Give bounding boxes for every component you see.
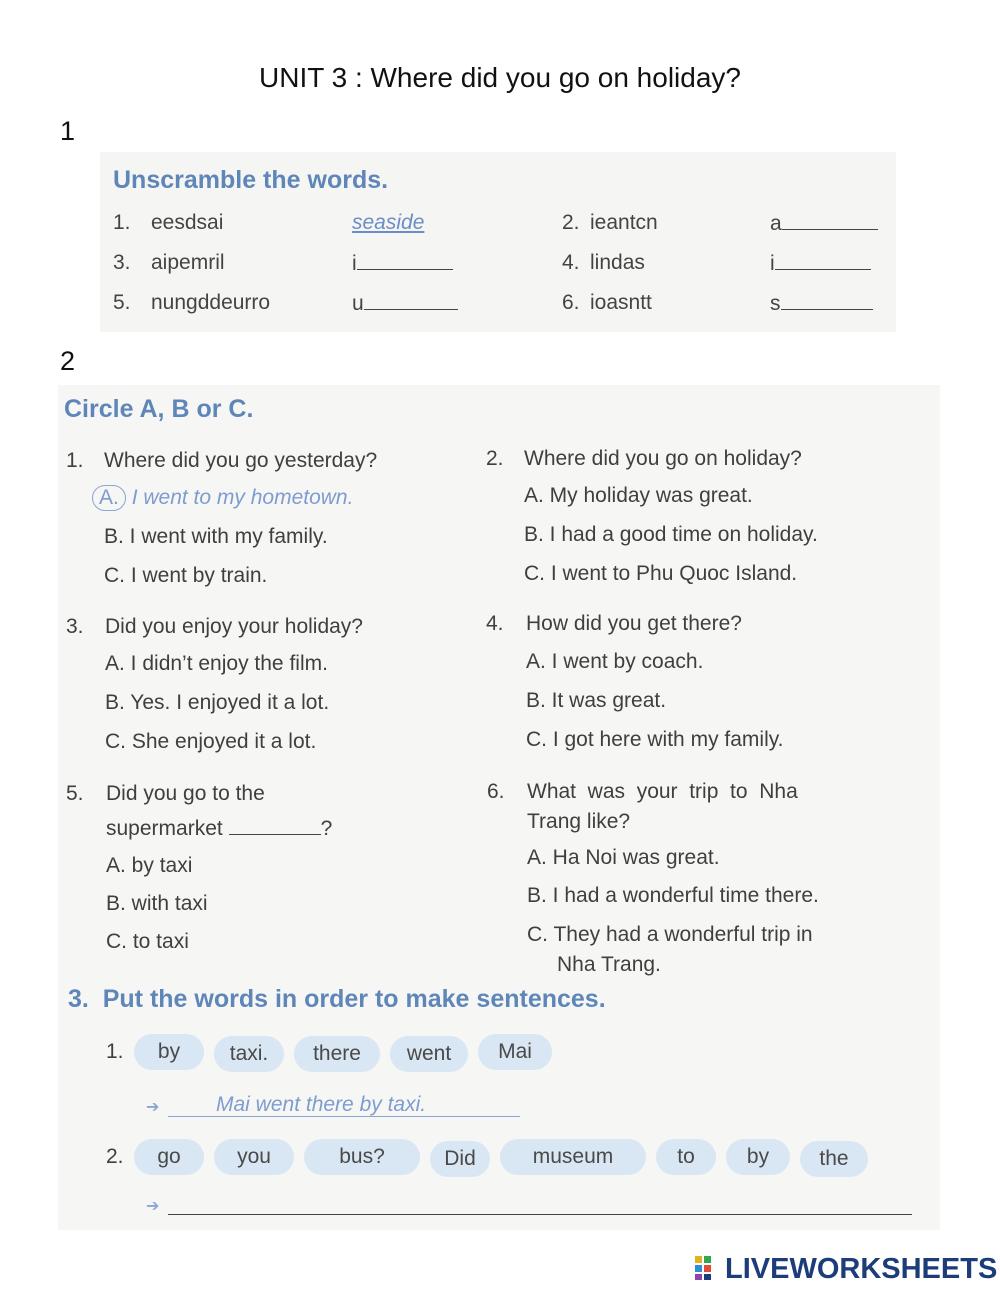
answer-line-2[interactable] bbox=[168, 1214, 912, 1215]
option-4c[interactable]: C. I got here with my family. bbox=[526, 728, 784, 751]
circled-letter: A. bbox=[92, 485, 126, 511]
word-chip[interactable]: taxi. bbox=[214, 1036, 284, 1072]
answer-field-5[interactable]: u bbox=[352, 291, 458, 316]
option-4b[interactable]: B. It was great. bbox=[526, 689, 667, 712]
option-1c[interactable]: C. I went by train. bbox=[104, 564, 268, 587]
question-number: 1. bbox=[66, 449, 84, 472]
question-number: 3. bbox=[66, 615, 84, 638]
question-text-line2: supermarket ? bbox=[106, 817, 333, 840]
question-text: Where did you go yesterday? bbox=[104, 449, 378, 472]
question-text: Did you go to the bbox=[106, 782, 265, 805]
arrow-icon: ➔ bbox=[146, 1198, 160, 1215]
word-chip[interactable]: there bbox=[294, 1036, 380, 1072]
multiple-choice-panel bbox=[58, 385, 940, 1230]
word-chip[interactable]: by bbox=[134, 1034, 204, 1070]
answer-field-4[interactable]: i bbox=[770, 251, 871, 276]
answer-field-2[interactable]: a bbox=[770, 211, 878, 236]
word-chip[interactable]: the bbox=[800, 1141, 868, 1177]
word-chip[interactable]: Did bbox=[430, 1141, 490, 1177]
scrambled-word: ieantcn bbox=[590, 211, 658, 234]
question-text: Where did you go on holiday? bbox=[524, 447, 802, 470]
question-number: 2. bbox=[486, 447, 504, 470]
option-2b[interactable]: B. I had a good time on holiday. bbox=[524, 523, 818, 546]
fill-blank[interactable] bbox=[229, 816, 321, 835]
option-5b[interactable]: B. with taxi bbox=[106, 892, 208, 915]
option-3c[interactable]: C. She enjoyed it a lot. bbox=[105, 730, 317, 753]
item-number: 2. bbox=[106, 1145, 124, 1168]
answer-field-3[interactable]: i bbox=[352, 251, 453, 276]
question-text: How did you get there? bbox=[526, 612, 742, 635]
question-number: 6. bbox=[487, 780, 505, 803]
section-number-1: 1 bbox=[60, 116, 76, 146]
question-text-line2: Trang like? bbox=[527, 810, 631, 833]
word-chip[interactable]: by bbox=[726, 1139, 790, 1175]
multiple-choice-heading: Circle A, B or C. bbox=[64, 395, 254, 423]
unscramble-heading: Unscramble the words. bbox=[113, 166, 389, 194]
scrambled-word: ioasntt bbox=[590, 291, 652, 314]
item-number: 5. bbox=[113, 291, 131, 314]
word-chip[interactable]: museum bbox=[500, 1139, 646, 1175]
item-number: 1. bbox=[106, 1040, 124, 1063]
liveworksheets-logo[interactable]: LIVEWORKSHEETS bbox=[695, 1253, 997, 1286]
item-number: 3. bbox=[113, 251, 131, 274]
item-number: 4. bbox=[562, 251, 580, 274]
option-1b[interactable]: B. I went with my family. bbox=[104, 525, 328, 548]
word-chip[interactable]: went bbox=[390, 1036, 468, 1072]
option-4a[interactable]: A. I went by coach. bbox=[526, 650, 704, 673]
question-text: What was your trip to Nha bbox=[527, 780, 798, 803]
scrambled-word: nungddeurro bbox=[151, 291, 271, 314]
answer-sentence-1[interactable]: Mai went there by taxi. bbox=[216, 1093, 427, 1116]
page-title: UNIT 3 : Where did you go on holiday? bbox=[259, 62, 741, 93]
scrambled-word: lindas bbox=[590, 251, 645, 274]
item-number: 1. bbox=[113, 211, 131, 234]
answer-field-6[interactable]: s bbox=[770, 291, 873, 316]
item-number: 6. bbox=[562, 291, 580, 314]
answer-field-1[interactable]: seaside bbox=[352, 211, 425, 234]
scrambled-word: eesdsai bbox=[151, 211, 224, 234]
word-chip[interactable]: to bbox=[656, 1139, 716, 1175]
scrambled-word: aipemril bbox=[151, 251, 225, 274]
reorder-heading: 3. Put the words in order to make sentences. bbox=[68, 985, 606, 1013]
option-3b[interactable]: B. Yes. I enjoyed it a lot. bbox=[105, 691, 330, 714]
liveworksheets-logo-icon bbox=[695, 1255, 721, 1279]
option-2a[interactable]: A. My holiday was great. bbox=[524, 484, 753, 507]
word-chip[interactable]: go bbox=[134, 1139, 204, 1175]
word-chip[interactable]: you bbox=[214, 1139, 294, 1175]
option-3a[interactable]: A. I didn’t enjoy the film. bbox=[105, 652, 328, 675]
question-text: Did you enjoy your holiday? bbox=[105, 615, 363, 638]
word-chip[interactable]: Mai bbox=[478, 1034, 552, 1070]
option-6c[interactable]: C. They had a wonderful trip in bbox=[527, 923, 813, 946]
arrow-icon: ➔ bbox=[146, 1099, 160, 1116]
option-1a-selected[interactable]: A. I went to my hometown. bbox=[92, 485, 353, 511]
question-number: 4. bbox=[486, 612, 504, 635]
item-number: 2. bbox=[562, 211, 580, 234]
option-2c[interactable]: C. I went to Phu Quoc Island. bbox=[524, 562, 798, 585]
section-number-2: 2 bbox=[60, 346, 76, 376]
option-6b[interactable]: B. I had a wonderful time there. bbox=[527, 884, 819, 907]
option-6a[interactable]: A. Ha Noi was great. bbox=[527, 846, 720, 869]
word-chip[interactable]: bus? bbox=[304, 1139, 420, 1175]
option-5c[interactable]: C. to taxi bbox=[106, 930, 189, 953]
question-number: 5. bbox=[66, 782, 84, 805]
answer-line-1 bbox=[168, 1116, 520, 1117]
option-5a[interactable]: A. by taxi bbox=[106, 854, 193, 877]
option-6c-line2: Nha Trang. bbox=[557, 953, 661, 976]
